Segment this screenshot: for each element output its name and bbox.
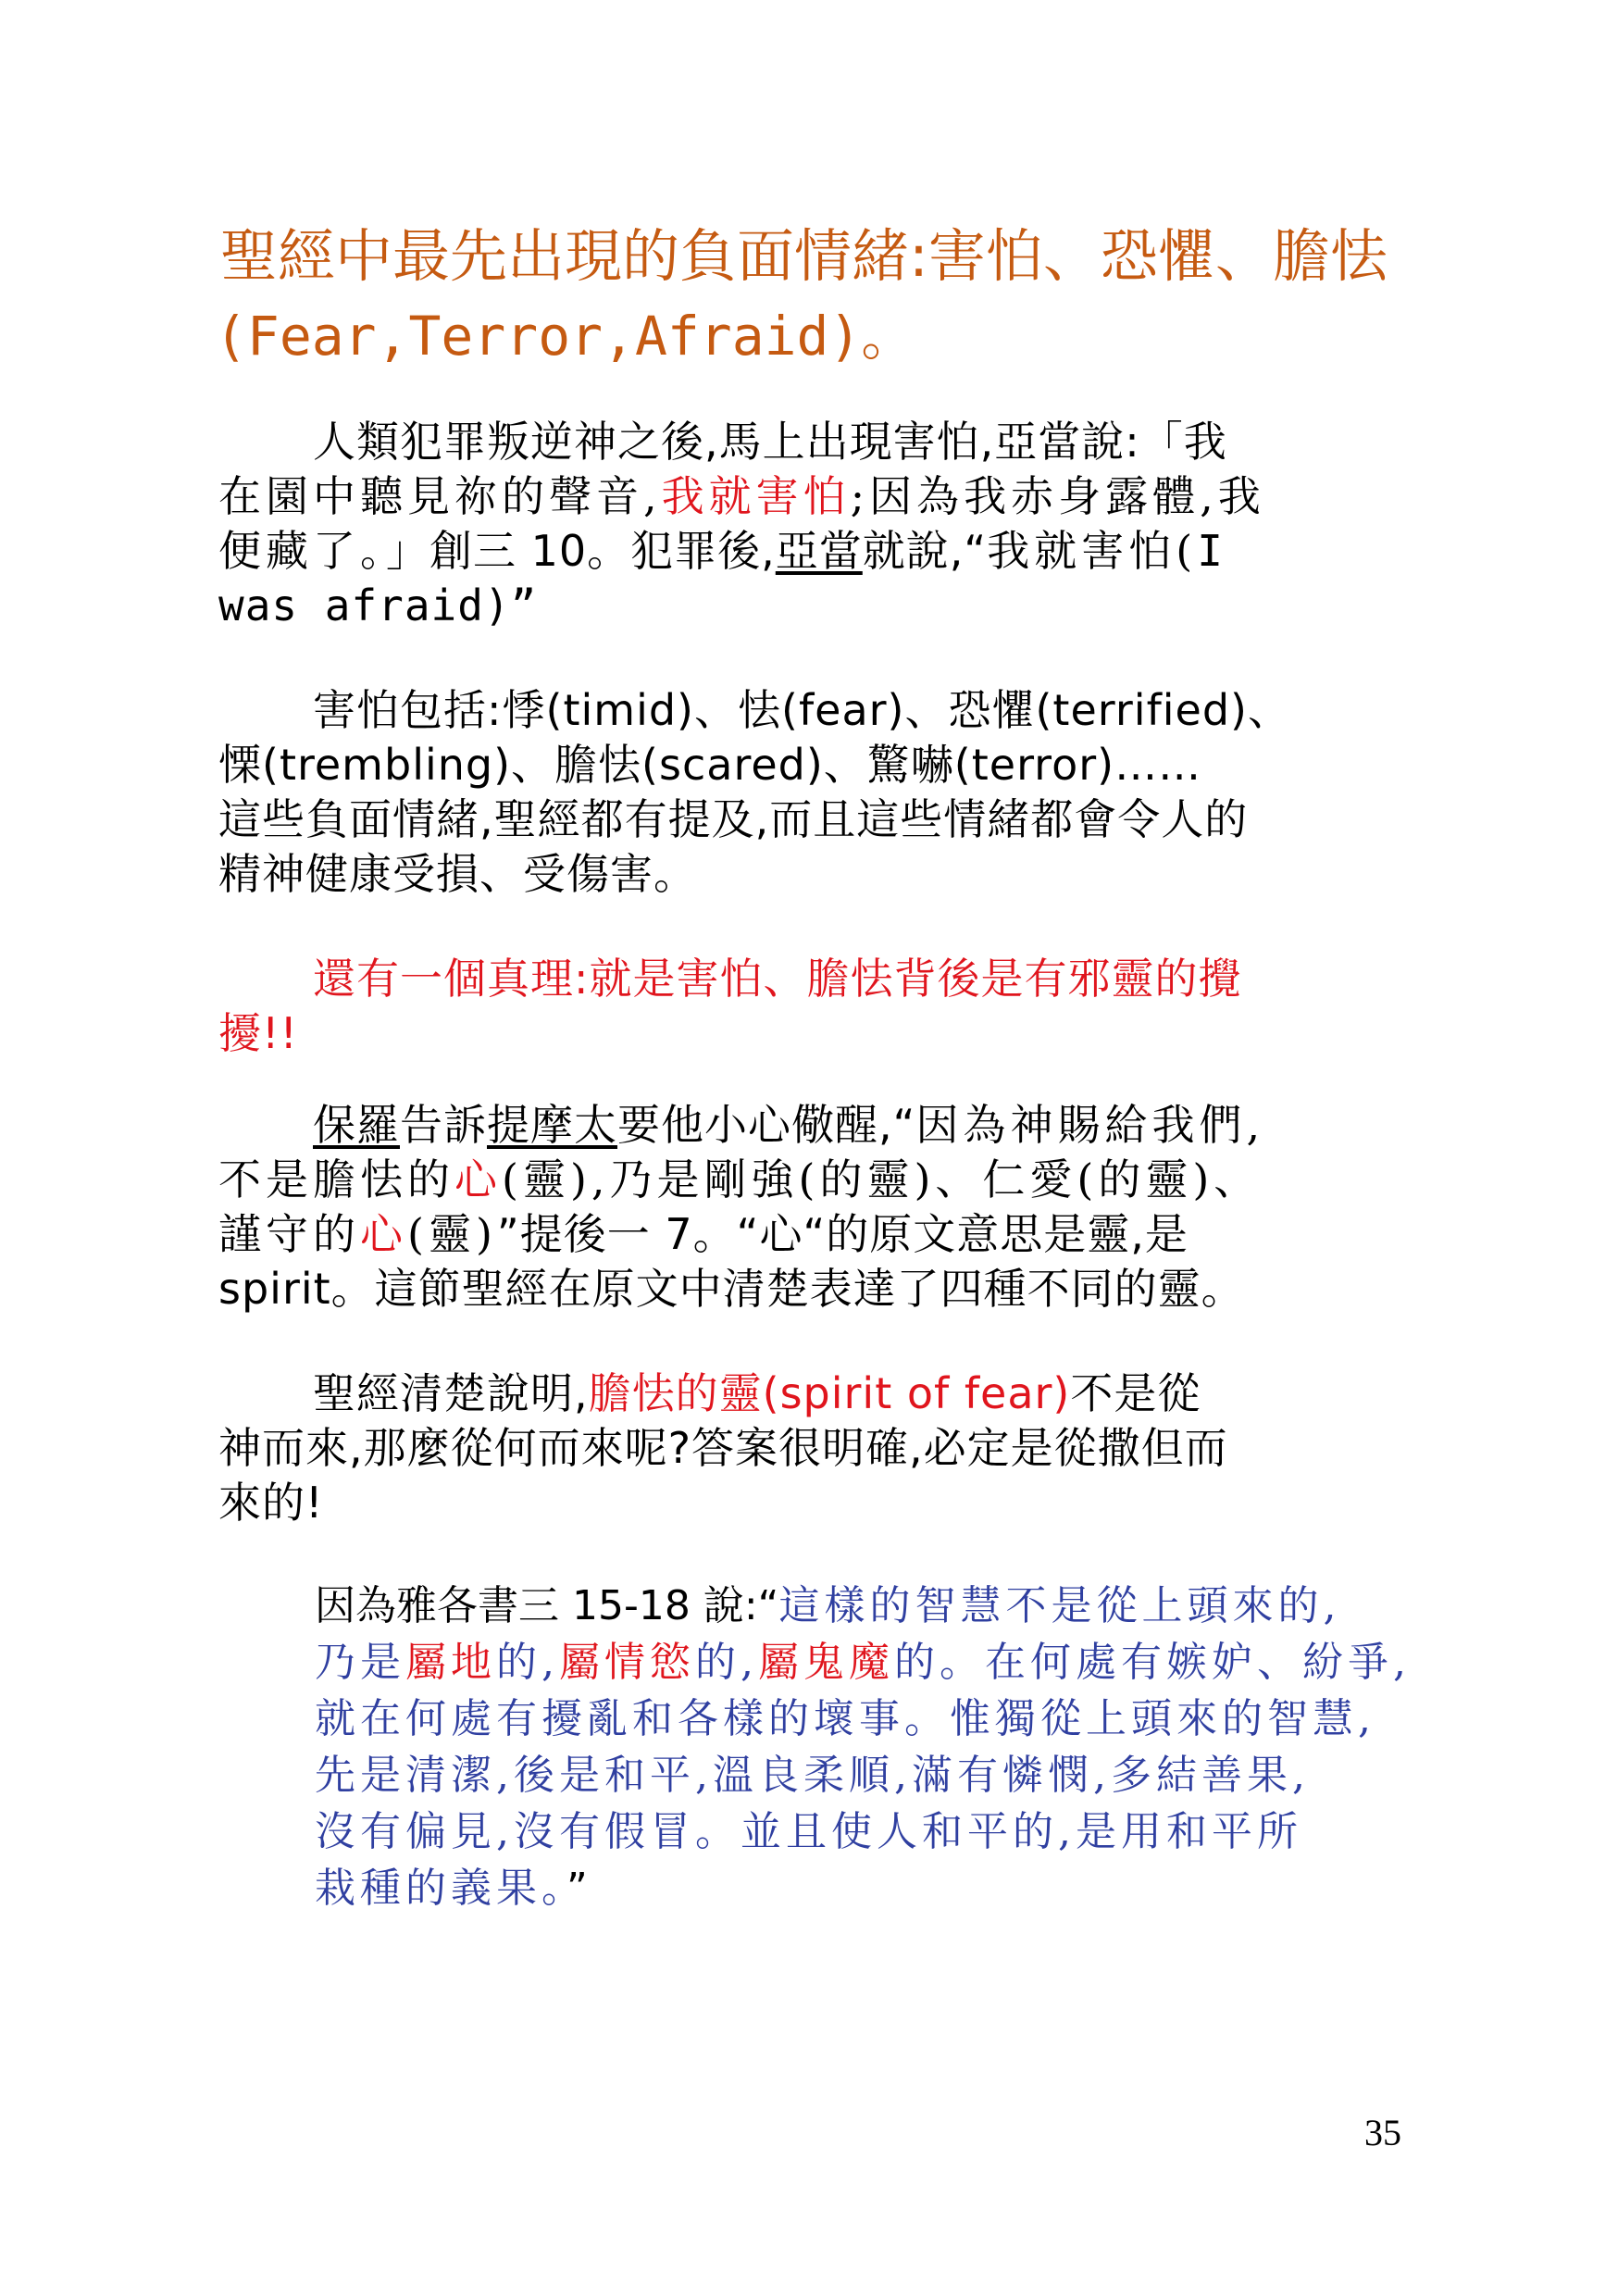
quote-line-6 (315, 1860, 1425, 1916)
paragraph-5 (218, 1366, 1418, 1530)
quote-highlight-unspiritual: 屬情慾 (559, 1639, 695, 1686)
p4-line-4: spirit。這節聖經在原文中清楚表達了四種不同的靈。 (218, 1264, 1245, 1314)
p1-text: I (1197, 526, 1224, 576)
quote-line-5: 沒有偏見,沒有假冒。並且使人和平的,是用和平所 (315, 1808, 1302, 1855)
p4-line-2 (218, 1153, 1418, 1207)
quote-text: 的。在何處有嫉妒、紛爭, (894, 1639, 1411, 1686)
p4-quote-text: 謹守的 (218, 1209, 360, 1259)
title-line-2: (Fear,Terror,Afraid)。 (215, 305, 915, 368)
p4-line-3 (218, 1207, 1418, 1262)
quote-highlight-demonic: 屬鬼魔 (758, 1639, 894, 1686)
p5-highlight-spirit-of-fear: 膽怯的靈(spirit of fear) (588, 1368, 1071, 1418)
p5-text: 不是從 (1070, 1368, 1201, 1418)
quote-line-1 (315, 1578, 1425, 1634)
p1-text: 」創三 10。犯罪後, (386, 526, 776, 576)
quote-highlight-earthly: 屬地 (405, 1639, 496, 1686)
p1-highlight-afraid: 我就害怕 (661, 471, 851, 521)
p1-quote-text: 在園中聽見祢的聲音, (218, 471, 662, 521)
p3-line-2: 擾!! (218, 1008, 298, 1058)
p3-line-1: 還有一個真理:就是害怕、膽怯背後是有邪靈的攪 (313, 954, 1242, 1004)
p4-text: 要他小心儆醒,“ (617, 1100, 916, 1150)
p4-quote-text: 不是膽怯的 (218, 1154, 454, 1204)
p4-line-1 (218, 1098, 1418, 1153)
p4-text: ”提後一 7。“心“的原文意思是靈,是 (496, 1209, 1189, 1259)
p5-line-3: 來的! (218, 1478, 324, 1528)
p1-quote-text: 我 (1183, 417, 1231, 467)
p1-line-2 (218, 469, 1418, 524)
quote-text: 的, (695, 1639, 758, 1686)
p5-text: 聖經清楚說明, (313, 1368, 589, 1418)
p1-quote-text: ;因為我赤身露體,我 (850, 471, 1265, 521)
p2-line-1: 害怕包括:悸(timid)、怯(fear)、恐懼(terrified)、 (313, 685, 1291, 735)
scripture-quote (315, 1578, 1425, 1916)
p4-quote-text: (靈) (407, 1209, 497, 1259)
p4-name-timothy: 提摩太 (487, 1100, 617, 1150)
p1-text: 人類犯罪叛逆神之後,馬上出現害怕,亞當說:「 (313, 417, 1184, 467)
quote-intro: 因為雅各書三 15-18 說:“ (315, 1582, 779, 1629)
p1-line-1 (218, 415, 1418, 469)
p2-line-3: 這些負面情緒,聖經都有提及,而且這些情緒都會令人的 (218, 794, 1249, 844)
p1-line-4: was afraid)” (218, 580, 538, 630)
p1-quote-text: 我就害怕( (987, 526, 1198, 576)
p4-highlight-heart: 心 (454, 1154, 502, 1204)
quote-text: 的, (496, 1639, 559, 1686)
paragraph-3 (218, 952, 1418, 1061)
paragraph-2 (218, 683, 1418, 902)
p1-text: 就說,“ (862, 526, 988, 576)
p4-quote-text: 因為神賜給我們, (915, 1100, 1265, 1150)
quote-line-4: 先是清潔,後是和平,溫良柔順,滿有憐憫,多結善果, (315, 1752, 1310, 1799)
quote-line-3: 就在何處有擾亂和各樣的壞事。惟獨從上頭來的智慧, (315, 1695, 1375, 1742)
quote-text: 栽種的義果。 (315, 1865, 566, 1912)
p4-highlight-heart: 心 (360, 1209, 407, 1259)
p1-line-3 (218, 524, 1418, 579)
page-title (215, 217, 1414, 376)
p1-quote-text: 便藏了。 (218, 526, 386, 576)
page-number: 35 (1364, 2112, 1401, 2153)
title-line-1: 聖經中最先出現的負面情緒:害怕、恐懼、膽怯 (220, 222, 1388, 290)
p5-line-2: 神而來,那麼從何而來呢?答案很明確,必定是從撒但而 (218, 1423, 1228, 1473)
quote-line-2 (315, 1634, 1425, 1691)
paragraph-1 (218, 415, 1418, 633)
paragraph-4 (218, 1098, 1418, 1316)
p4-quote-text: (靈),乃是剛強(的靈)、仁愛(的靈)、 (502, 1154, 1262, 1204)
p4-text: 告訴 (400, 1100, 487, 1150)
quote-text: 乃是 (315, 1639, 405, 1686)
p2-line-4: 精神健康受損、受傷害。 (218, 849, 697, 899)
p2-line-2: 慄(trembling)、膽怯(scared)、驚嚇(terror)…… (218, 740, 1202, 790)
p1-name-adam: 亞當 (775, 526, 863, 576)
quote-close: ” (566, 1865, 588, 1912)
quote-text: 這樣的智慧不是從上頭來的, (778, 1582, 1341, 1629)
p4-name-paul: 保羅 (313, 1100, 400, 1150)
p5-line-1 (218, 1366, 1418, 1421)
